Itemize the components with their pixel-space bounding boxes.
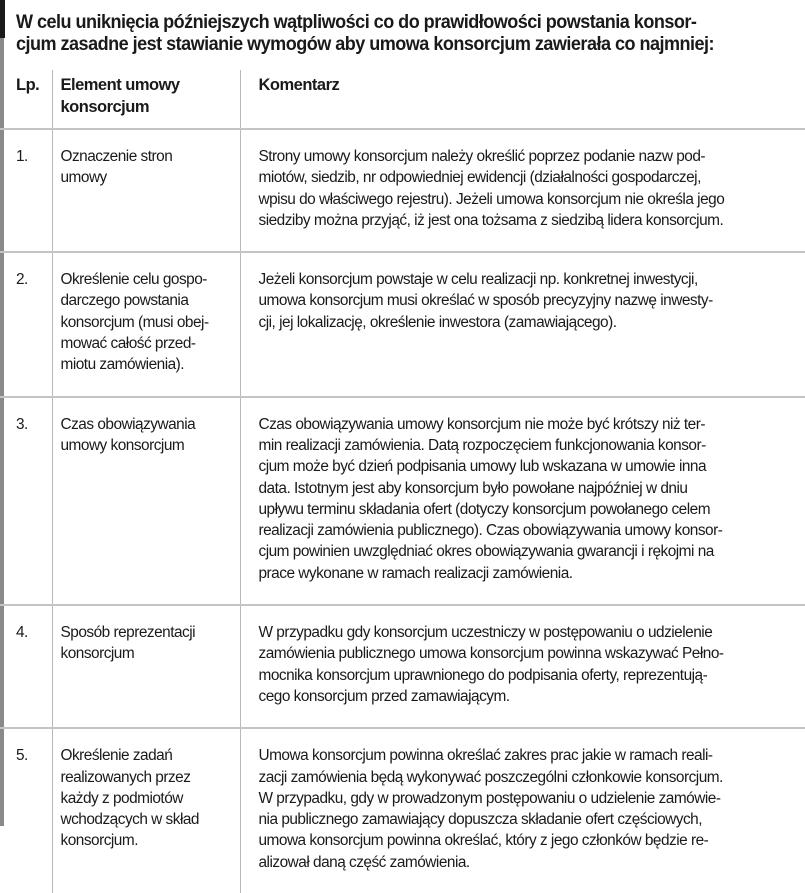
row-komentarz [240,605,805,728]
komentarz-line: realizacji zamówienia publicznego). Czas obowiązywania umowy konsor- [259,520,805,541]
komentarz-line: upływu terminu składania ofert (dotyczy konsorcjum powołanego celem [259,499,805,520]
komentarz-line: data. Istotnym jest aby konsorcjum było powołane najpóźniej w dniu [259,478,805,499]
row-element [52,605,240,728]
komentarz-line: prace wykonane w ramach realizacji zamówienia. [259,563,805,584]
komentarz-line: min realizacji zamówienia. Datą rozpoczęciem funkcjonowania konsor- [259,435,805,456]
element-line: darczego powstania [61,290,234,311]
element-line: umowy konsorcjum [61,435,234,456]
document-title [16,12,767,56]
komentarz-line: Strony umowy konsorcjum należy określić poprzez podanie nazw pod- [259,146,805,167]
komentarz-line: alizował daną część zamówienia. [259,852,805,873]
element-line: realizowanych przez [61,767,234,788]
row-komentarz [240,728,805,893]
element-line: Sposób reprezentacji [61,622,234,643]
element-line: każdy z podmiotów [61,788,234,809]
table-row [0,129,805,252]
element-line: Oznaczenie stron [61,146,234,167]
element-line: konsorcjum. [61,830,234,851]
komentarz-line: umowa konsorcjum powinna określać, który z jego członków będzie re- [259,830,805,851]
row-number: 3. [0,397,52,605]
komentarz-line: cjum może być dzień podpisania umowy lub wskazana w umowie inna [259,456,805,477]
table-header-row [0,70,805,129]
element-line: umowy [61,167,234,188]
consortium-requirements-table [0,70,805,893]
row-number: 1. [0,129,52,252]
row-number: 4. [0,605,52,728]
row-number: 2. [0,252,52,396]
title-line: cjum zasadne jest stawianie wymogów aby umowa konsorcjum zawierała co najmniej: [16,34,767,56]
table-row [0,605,805,728]
row-number: 5. [0,728,52,893]
komentarz-line: mocnika konsorcjum uprawnionego do podpisania oferty, reprezentują- [259,665,805,686]
element-line: Określenie zadań [61,745,234,766]
komentarz-line: cji, jej lokalizację, określenie inwestora (zamawiającego). [259,312,805,333]
element-line: konsorcjum [61,643,234,664]
komentarz-line: nia publicznego zamawiający dopuszcza składanie ofert częściowych, [259,809,805,830]
komentarz-line: wpisu do właściwego rejestru). Jeżeli umowa konsorcjum nie określa jego [259,189,805,210]
element-line: Określenie celu gospo- [61,269,234,290]
element-line: miotu zamówienia). [61,354,234,375]
komentarz-line: cego konsorcjum przed zamawiającym. [259,686,805,707]
table-row [0,397,805,605]
komentarz-line: zamówienia publicznego umowa konsorcjum powinna wskazywać Pełno- [259,643,805,664]
element-line: wchodzących w skład [61,809,234,830]
komentarz-line: zacji zamówienia będą wykonywać poszczególni członkowie konsorcjum. [259,767,805,788]
komentarz-line: umowa konsorcjum musi określać w sposób precyzyjny nazwę inwesty- [259,290,805,311]
row-element [52,252,240,396]
element-line: konsorcjum (musi obej- [61,312,234,333]
header-komentarz: Komentarz [240,70,805,129]
row-komentarz [240,252,805,396]
komentarz-line: W przypadku gdy konsorcjum uczestniczy w postępowaniu o udzielenie [259,622,805,643]
row-element [52,728,240,893]
edge-bar-dark [0,0,5,38]
komentarz-line: miotów, siedzib, nr odpowiedniej ewidencji (działalności gospodarczej, [259,167,805,188]
row-element [52,129,240,252]
row-element [52,397,240,605]
title-line: W celu uniknięcia późniejszych wątpliwości co do prawidłowości powstania konsor- [16,12,767,34]
komentarz-line: Jeżeli konsorcjum powstaje w celu realizacji np. konkretnej inwestycji, [259,269,805,290]
row-komentarz [240,129,805,252]
komentarz-line: Umowa konsorcjum powinna określać zakres prac jakie w ramach reali- [259,745,805,766]
komentarz-line: cjum powinien uwzględniać okres obowiązywania gwarancji i rękojmi na [259,541,805,562]
table-row [0,728,805,893]
header-lp: Lp. [0,70,52,129]
element-line: Czas obowiązywania [61,414,234,435]
row-komentarz [240,397,805,605]
element-line: mować całość przed- [61,333,234,354]
komentarz-line: Czas obowiązywania umowy konsorcjum nie może być krótszy niż ter- [259,414,805,435]
komentarz-line: W przypadku, gdy w prowadzonym postępowaniu o udzielenie zamówie- [259,788,805,809]
table-row [0,252,805,396]
header-element: Element umowy konsorcjum [52,70,240,129]
komentarz-line: siedziby można przyjąć, iż jest ona tożsama z siedzibą lidera konsorcjum. [259,210,805,231]
